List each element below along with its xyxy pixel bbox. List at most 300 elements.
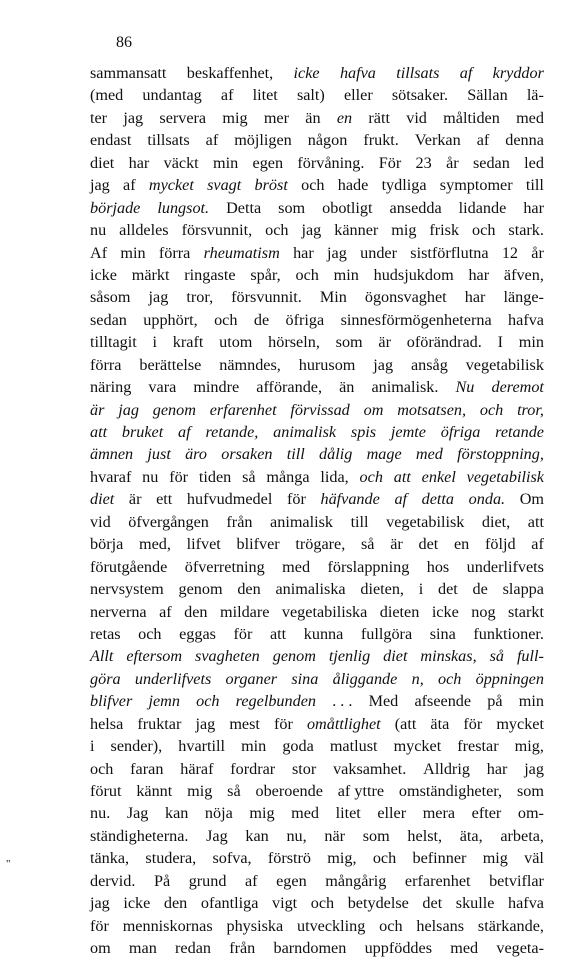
text-line: [90, 735, 544, 757]
word: är: [128, 490, 142, 509]
word: matlust: [329, 737, 378, 756]
text-line: [90, 152, 544, 174]
word: från: [226, 512, 253, 531]
text-line: [90, 870, 544, 892]
word: förut: [90, 782, 122, 800]
word: de: [472, 580, 488, 599]
italic-word: just: [147, 445, 171, 464]
word: såsom: [90, 288, 131, 307]
word: hafva: [508, 894, 544, 913]
text-line: [90, 892, 544, 914]
word: nog: [471, 602, 496, 621]
word: har: [128, 153, 150, 172]
text-line: [90, 174, 544, 196]
word: vara: [148, 378, 177, 397]
word: kunna: [303, 624, 344, 643]
word: vaksamhet.: [333, 759, 407, 778]
italic-word: organer: [225, 669, 278, 688]
word: lifvet: [186, 535, 221, 554]
word: alldeles: [119, 221, 169, 240]
word: förutgående: [90, 557, 168, 576]
word: oförändrad.: [406, 333, 482, 352]
italic-word: icke: [293, 64, 320, 82]
word: genom: [178, 580, 223, 599]
word: man: [128, 939, 157, 958]
word: Min: [319, 288, 347, 307]
word: sammansatt: [90, 64, 167, 82]
word: kan: [164, 804, 189, 823]
word: år: [446, 153, 459, 172]
text-line: [90, 331, 544, 353]
text-line: [90, 264, 544, 286]
italic-word: att: [393, 467, 411, 486]
word: min: [120, 243, 146, 262]
italic-word: och: [437, 669, 462, 688]
word: rätt: [368, 108, 390, 127]
italic-word: tjenlig: [328, 647, 371, 666]
word: ett: [156, 490, 173, 509]
word: jag: [301, 221, 322, 240]
italic-word: till: [286, 445, 305, 464]
word: fordrar: [230, 759, 276, 778]
word: af: [220, 86, 234, 105]
word: nerverna: [90, 602, 147, 621]
word: Jag: [126, 804, 149, 823]
word: hufvudmedel: [186, 490, 273, 509]
text-line: [90, 511, 544, 533]
italic-word: underlifvets: [134, 669, 212, 688]
text-line: [90, 915, 544, 937]
word: tilltagit: [90, 333, 137, 352]
italic-word: onda.: [468, 490, 506, 509]
text-line: [90, 668, 544, 690]
word: som: [335, 333, 363, 352]
italic-word: om: [363, 400, 384, 419]
word: har: [293, 243, 314, 262]
word: tydliga: [381, 176, 427, 195]
word: frisk: [429, 221, 460, 240]
italic-word: animalisk: [273, 423, 337, 441]
word: och: [90, 759, 114, 778]
italic-word: n,: [411, 669, 424, 688]
word: Sällan: [467, 86, 508, 105]
word: den: [163, 894, 188, 913]
word: egen: [276, 871, 307, 890]
word: I: [497, 333, 503, 352]
word: jag: [90, 894, 110, 913]
word: frestar: [457, 737, 499, 756]
word: nu: [90, 221, 107, 240]
text-line: [90, 780, 544, 802]
word: mig: [187, 782, 213, 800]
word: de: [253, 310, 270, 329]
word: skulle: [455, 894, 495, 913]
text-line: [90, 466, 544, 488]
italic-word: med: [415, 445, 443, 464]
word: hudsjukdom: [373, 265, 454, 284]
word: min: [241, 737, 267, 756]
word: Om: [519, 490, 544, 509]
word: eller: [343, 86, 373, 105]
word: salt): [296, 86, 325, 105]
word: hos: [426, 557, 450, 576]
word: har: [464, 288, 486, 307]
italic-word: mage: [366, 445, 402, 464]
word: af: [531, 535, 544, 554]
word: äta,: [459, 826, 483, 845]
text-line: [90, 354, 544, 376]
word: möjligen: [234, 131, 292, 150]
word: 12: [501, 243, 518, 262]
italic-word: bruket: [121, 423, 164, 441]
italic-word: en: [336, 108, 353, 127]
word: fullgöra: [360, 624, 413, 643]
word: till: [350, 512, 369, 531]
word: sofva,: [212, 849, 252, 868]
word: uppföddes: [364, 939, 433, 958]
word: ter: [90, 108, 108, 127]
word: Med: [368, 692, 399, 711]
word: näring: [90, 378, 132, 397]
text-line: [90, 802, 544, 824]
word: och: [138, 624, 162, 643]
word: häraf: [180, 759, 214, 778]
word: redan: [175, 939, 211, 958]
word: den: [237, 580, 261, 599]
page-number: 86: [116, 34, 132, 51]
word: öfvergången: [128, 512, 209, 531]
italic-word: genom: [272, 647, 316, 666]
word: förra: [158, 243, 191, 262]
text-line: [90, 309, 544, 331]
text-line: [90, 601, 544, 623]
text-line: [90, 107, 544, 129]
word: af: [123, 176, 136, 195]
italic-word: hafva: [339, 64, 376, 82]
text-line: [90, 62, 544, 84]
italic-word: regelbunden: [235, 692, 316, 711]
word: stor: [292, 759, 317, 778]
word: stark.: [508, 221, 544, 240]
word: om-: [517, 804, 544, 823]
word: vegetabiliska: [281, 602, 368, 621]
italic-word: blifver: [90, 692, 133, 711]
italic-word: dålig: [319, 445, 353, 464]
word: nu.: [90, 804, 111, 823]
word: många: [266, 467, 310, 486]
word: för: [286, 490, 306, 509]
word: servera: [159, 108, 207, 127]
italic-word: erfarenhet: [209, 400, 277, 419]
italic-word: deremot: [491, 378, 544, 397]
word: känner: [334, 221, 379, 240]
word: mig,: [514, 737, 544, 756]
word: och: [472, 221, 496, 240]
word: hvartill: [178, 737, 226, 756]
word: arbeta,: [500, 826, 544, 845]
text-line: [90, 825, 544, 847]
word: Alldrig: [423, 759, 470, 778]
word: berättelse: [139, 355, 202, 374]
word: led: [524, 153, 544, 172]
italic-word: att: [90, 423, 108, 441]
word: lida,: [320, 467, 349, 486]
word: befinner: [412, 849, 467, 868]
word: i: [90, 737, 95, 756]
word: hörseln,: [268, 333, 320, 352]
word: underlifvets: [466, 557, 544, 576]
word: sistförflutna: [410, 243, 489, 262]
word: min: [213, 153, 239, 172]
word: väckt: [163, 153, 199, 172]
word: eller: [377, 804, 407, 823]
italic-word: och: [359, 467, 383, 486]
word: eggas: [179, 624, 216, 643]
text-line: [90, 443, 544, 465]
word: börja: [90, 535, 124, 554]
italic-word: och: [196, 692, 220, 711]
word: tillsats: [147, 131, 190, 150]
text-line: [90, 286, 544, 308]
word: mer: [263, 108, 290, 127]
word: litet: [335, 804, 361, 823]
italic-word: göra: [90, 669, 121, 688]
italic-word: öppningen: [475, 669, 544, 688]
italic-word: jag: [118, 400, 139, 419]
italic-word: mycket: [148, 176, 194, 195]
word: i: [152, 333, 158, 352]
word: vid: [406, 108, 427, 127]
word: lä-: [526, 86, 544, 105]
word: sinnesförmögenheterna: [340, 310, 492, 329]
italic-word: Nu: [455, 378, 475, 397]
word: har: [468, 265, 490, 284]
word: för: [90, 916, 109, 935]
word: jag: [373, 355, 394, 374]
word: är: [378, 333, 391, 352]
italic-word: genom: [152, 400, 196, 419]
word: från: [229, 939, 256, 958]
italic-word: häfvande: [320, 490, 380, 509]
word: mera: [422, 804, 456, 823]
word: Detta: [226, 198, 262, 217]
italic-word: sina: [291, 669, 319, 688]
word: kraft: [172, 333, 204, 352]
word: icke: [123, 894, 151, 913]
word: på: [487, 692, 503, 711]
word: mångårig: [325, 871, 387, 890]
word: hvaraf: [90, 467, 132, 486]
italic-word: svagheten: [195, 647, 260, 666]
word: under: [360, 243, 397, 262]
italic-word: kryddor: [492, 64, 544, 82]
word: öfriga: [285, 310, 325, 329]
word: så: [242, 467, 256, 486]
italic-word: diet: [383, 647, 408, 666]
italic-word: förvissad: [290, 400, 350, 419]
word: helsa: [90, 714, 124, 733]
word: än: [339, 378, 355, 397]
italic-word: är: [90, 400, 105, 419]
text-line: [90, 533, 544, 555]
italic-word: äro: [185, 445, 207, 464]
italic-word: tillsats: [396, 64, 440, 82]
word: ögonsvaghet: [364, 288, 447, 307]
italic-word: började: [90, 198, 141, 217]
word: det: [438, 580, 458, 599]
word: starkt: [508, 602, 544, 621]
word: dervid.: [90, 871, 136, 890]
italic-word: vegetabilisk: [466, 467, 544, 486]
word: (att: [394, 714, 417, 733]
italic-word: jemn: [148, 692, 180, 711]
word: icke: [431, 602, 459, 621]
word: animalisk.: [371, 378, 439, 397]
word: mindre: [193, 378, 240, 397]
word: år: [531, 243, 544, 262]
word: till: [525, 176, 544, 195]
word: På: [153, 871, 171, 890]
word: af: [245, 871, 258, 890]
word: mig: [222, 108, 248, 127]
text-line: [90, 690, 544, 712]
word: efter: [471, 804, 502, 823]
text-line: [90, 376, 544, 398]
word: slappa: [502, 580, 544, 599]
word: vigt: [271, 894, 298, 913]
word: oberoende: [255, 782, 323, 800]
word: undantag: [142, 86, 202, 105]
word: 23: [415, 153, 432, 172]
word: så: [361, 535, 375, 554]
italic-word: förstoppning,: [457, 445, 544, 464]
italic-word: motsatsen,: [397, 400, 467, 419]
word: helst,: [407, 826, 443, 845]
word: och: [310, 894, 335, 913]
word: diet: [90, 153, 115, 172]
word: af: [205, 131, 219, 150]
word: mig: [249, 804, 275, 823]
word: som: [278, 198, 306, 217]
italic-word: enkel: [421, 467, 456, 486]
text-line: [90, 578, 544, 600]
word: fruktar: [137, 714, 182, 733]
word: äta: [430, 714, 450, 733]
word: spår,: [250, 265, 281, 284]
word: af yttre: [337, 782, 385, 800]
word: äfven,: [503, 265, 544, 284]
word: endast: [90, 131, 132, 150]
word: det: [422, 894, 443, 913]
word: litet: [252, 86, 278, 105]
word: förströ: [267, 849, 312, 868]
word: ständigheterna.: [90, 826, 189, 845]
text-line: [90, 847, 544, 869]
italic-word: af: [178, 423, 191, 441]
word: nervsystem: [90, 580, 164, 599]
page-body: [90, 62, 544, 960]
word: länge-: [503, 288, 544, 307]
italic-word: detta: [421, 490, 455, 509]
word: omständigheter,: [398, 782, 503, 800]
text-line: [90, 197, 544, 219]
text-line: [90, 488, 544, 510]
word: jag: [123, 108, 144, 127]
word: om: [90, 939, 111, 958]
word: barndomen: [273, 939, 347, 958]
word: mig: [391, 221, 417, 240]
word: obotligt: [322, 198, 373, 217]
italic-word: spis: [350, 423, 377, 441]
word: jag: [327, 243, 347, 262]
word: vegetabilisk: [386, 512, 465, 531]
word: med: [450, 939, 479, 958]
word: sina: [429, 624, 456, 643]
text-line: [90, 937, 544, 959]
word: studera,: [145, 849, 197, 868]
word: väl: [524, 849, 544, 868]
word: tror,: [186, 288, 214, 307]
word: ansedda: [389, 198, 442, 217]
word: tänka,: [90, 849, 130, 868]
italic-word: diet: [90, 490, 115, 509]
italic-word: retande: [495, 423, 544, 441]
word: physiska: [226, 916, 284, 935]
text-line: [90, 84, 544, 106]
italic-word: bröst: [254, 176, 288, 195]
word: någon: [307, 131, 348, 150]
word: tiden: [198, 467, 232, 486]
word: med: [291, 804, 320, 823]
italic-word: eftersom: [126, 647, 183, 666]
text-line: [90, 242, 544, 264]
word: är: [390, 535, 403, 554]
word: försvunnit.: [231, 288, 302, 307]
text-line: [90, 399, 544, 421]
text-line: [90, 421, 544, 443]
italic-word: så: [489, 647, 504, 666]
word: sedan: [90, 310, 127, 329]
word: nämndes,: [219, 355, 281, 374]
italic-word: ämnen: [90, 445, 134, 464]
word: som: [516, 782, 544, 800]
word: retas: [90, 624, 121, 643]
italic-word: omåttlighet: [306, 714, 381, 733]
word: att: [527, 512, 544, 531]
word: har: [486, 759, 508, 778]
italic-word: orsaken: [221, 445, 273, 464]
word: grund: [188, 871, 227, 890]
word: goda: [282, 737, 314, 756]
text-line: [90, 129, 544, 151]
word: För: [378, 153, 402, 172]
word: icke: [90, 265, 117, 284]
word: märkt: [131, 265, 170, 284]
word: frukt.: [363, 131, 399, 150]
italic-word: af: [459, 64, 473, 82]
italic-word: svagt: [207, 176, 242, 195]
word: (med: [90, 86, 124, 105]
word: vegetabilisk: [465, 355, 544, 374]
text-line: [90, 556, 544, 578]
word: och: [372, 849, 397, 868]
word: Jag: [206, 826, 228, 845]
word: det: [418, 535, 439, 554]
word: mycket: [393, 737, 442, 756]
word: mildare: [219, 602, 270, 621]
italic-word: minskas,: [420, 647, 477, 666]
word: vid: [90, 512, 111, 531]
